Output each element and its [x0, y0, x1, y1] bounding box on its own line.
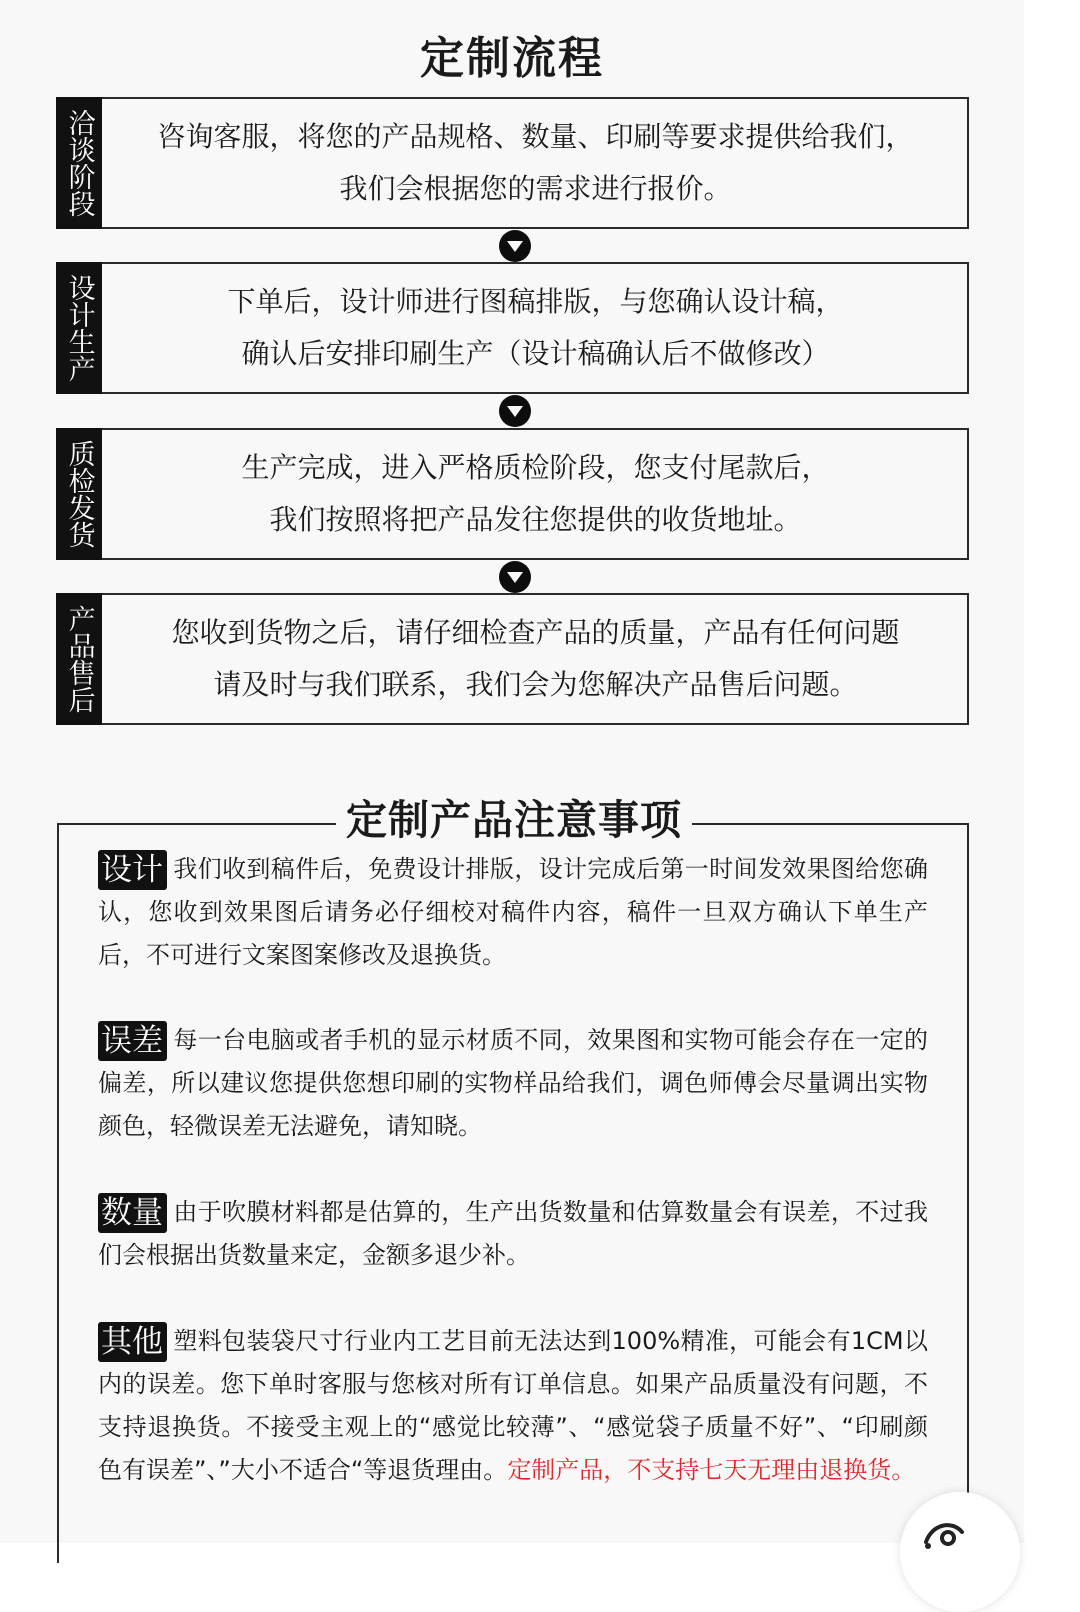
- note-badge: 数量: [98, 1193, 167, 1233]
- note-text: 塑料包装袋尺寸行业内工艺目前无法达到100%精准，可能会有1CM以内的误差。您下单时客服与您核对所有订单信息。如果产品质量没有问题，不支持退换货。不接受主观上的“感觉比较薄”、“感觉袋子质量不好”、“印刷颜色有误差”、”大小不适合“等退货理由。: [98, 1327, 928, 1484]
- note-highlight: 定制产品，不支持七天无理由退换货。: [507, 1456, 916, 1484]
- step-tag: 产品售后: [56, 593, 102, 725]
- down-arrow-icon: [499, 561, 531, 593]
- note-design: [98, 848, 928, 977]
- step-design-production: [56, 262, 969, 394]
- step-text: [104, 595, 967, 723]
- note-text: 每一台电脑或者手机的显示材质不同，效果图和实物可能会存在一定的偏差，所以建议您提供您想印刷的实物样品给我们，调色师傅会尽量调出实物颜色，轻微误差无法避免，请知晓。: [98, 1026, 928, 1140]
- step-text: [104, 430, 967, 558]
- step-line: 我们会根据您的需求进行报价。: [339, 172, 732, 205]
- step-line: 确认后安排印刷生产（设计稿确认后不做修改）: [241, 337, 830, 370]
- step-line: 您收到货物之后，请仔细检查产品的质量，产品有任何问题: [171, 616, 900, 649]
- step-line: 请及时与我们联系，我们会为您解决产品售后问题。: [213, 668, 858, 701]
- note-badge: 误差: [98, 1021, 167, 1061]
- step-tag: 质检发货: [56, 428, 102, 560]
- note-badge: 其他: [98, 1322, 167, 1362]
- step-after-sales: [56, 593, 969, 725]
- notes-title: 定制产品注意事项: [336, 790, 692, 850]
- step-line: 我们按照将把产品发往您提供的收货地址。: [269, 503, 802, 536]
- step-negotiation: [56, 97, 969, 229]
- note-other: [98, 1320, 928, 1492]
- floating-action-button[interactable]: [900, 1492, 1020, 1612]
- note-text: 我们收到稿件后，免费设计排版，设计完成后第一时间发效果图给您确认，您收到效果图后请务必仔细校对稿件内容，稿件一旦双方确认下单生产后，不可进行文案图案修改及退换货。: [98, 855, 928, 969]
- note-badge: 设计: [98, 850, 167, 890]
- note-deviation: [98, 1019, 928, 1148]
- step-text: [104, 99, 967, 227]
- step-line: 下单后，设计师进行图稿排版，与您确认设计稿，: [227, 285, 844, 318]
- step-line: 生产完成，进入严格质检阶段，您支付尾款后，: [241, 451, 830, 484]
- note-quantity: [98, 1191, 928, 1277]
- down-arrow-icon: [499, 395, 531, 427]
- down-arrow-icon: [499, 230, 531, 262]
- process-title: 定制流程: [420, 33, 604, 84]
- step-tag: 设计生产: [56, 262, 102, 394]
- step-line: 咨询客服，将您的产品规格、数量、印刷等要求提供给我们，: [157, 120, 914, 153]
- step-tag: 洽谈阶段: [56, 97, 102, 229]
- step-inspection-shipping: [56, 428, 969, 560]
- step-text: [104, 264, 967, 392]
- swirl-icon: [918, 1512, 978, 1552]
- note-text: 由于吹膜材料都是估算的，生产出货数量和估算数量会有误差，不过我们会根据出货数量来定，金额多退少补。: [98, 1198, 928, 1269]
